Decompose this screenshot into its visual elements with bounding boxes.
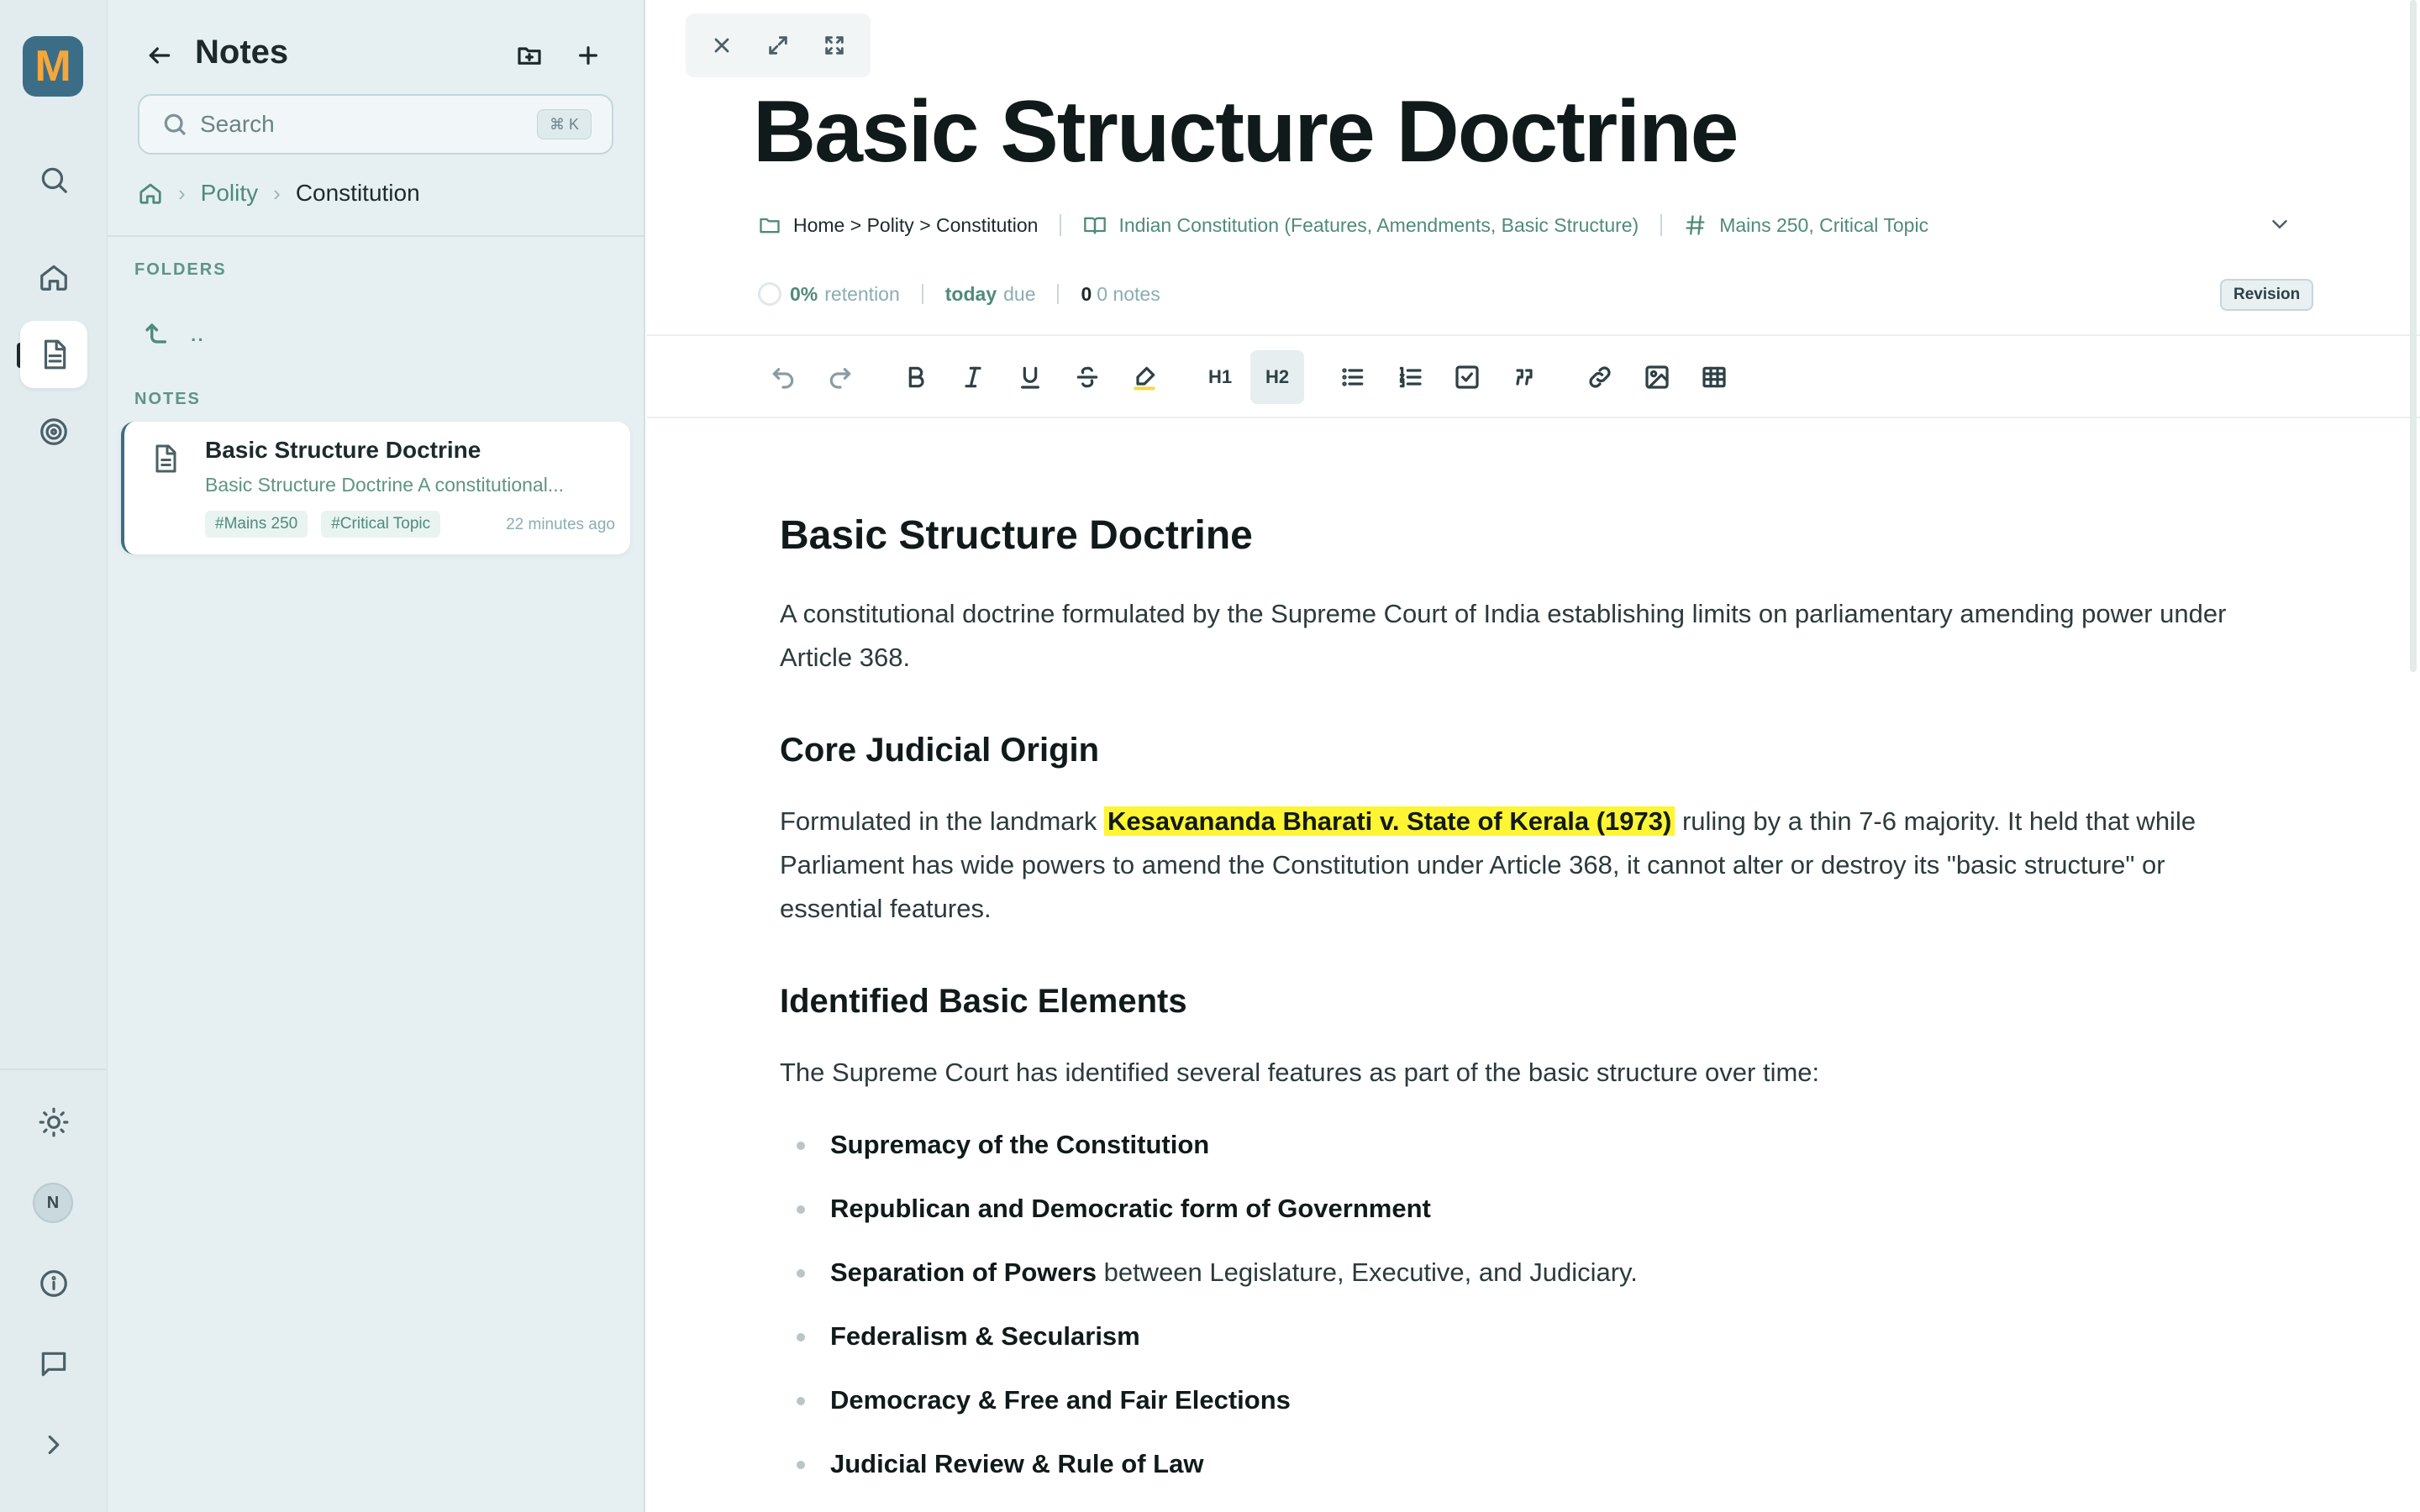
heading-1-button[interactable]: H1 bbox=[1207, 366, 1233, 387]
parent-folder-item[interactable] bbox=[141, 319, 204, 348]
bold-button[interactable] bbox=[889, 350, 943, 404]
new-note-button[interactable] bbox=[570, 37, 607, 74]
undo-icon bbox=[770, 364, 797, 391]
search-icon bbox=[161, 111, 188, 138]
new-folder-button[interactable] bbox=[511, 37, 548, 74]
window-controls bbox=[686, 13, 871, 77]
fullscreen-icon bbox=[823, 34, 846, 57]
chevron-right-icon: › bbox=[273, 180, 281, 206]
divider bbox=[647, 417, 2420, 418]
undo-button[interactable] bbox=[756, 350, 810, 404]
list-item bbox=[780, 1442, 2259, 1486]
divider bbox=[1060, 214, 1061, 236]
rail-notes-button[interactable] bbox=[20, 321, 87, 388]
feedback-button[interactable] bbox=[20, 1331, 87, 1398]
list-item-bold: Republican and Democratic form of Government bbox=[830, 1194, 1431, 1223]
editor-toolbar bbox=[756, 348, 1744, 407]
numbered-list-button[interactable] bbox=[1383, 350, 1437, 404]
note-stats-row bbox=[758, 279, 1160, 309]
book-icon bbox=[1083, 213, 1107, 237]
image-button[interactable] bbox=[1630, 350, 1684, 404]
corner-up-icon bbox=[141, 319, 170, 348]
breadcrumb-item-polity[interactable]: Polity bbox=[200, 180, 259, 206]
note-metadata-row bbox=[758, 208, 2321, 242]
avatar[interactable] bbox=[33, 1183, 73, 1223]
origin-text-pre: Formulated in the landmark bbox=[780, 806, 1104, 836]
editor-pane bbox=[647, 0, 2420, 1512]
sidebar-title: Notes bbox=[195, 34, 289, 71]
table-button[interactable] bbox=[1687, 350, 1741, 404]
list-item-bold: Supremacy of the Constitution bbox=[830, 1130, 1210, 1159]
chevron-down-icon bbox=[2267, 212, 2292, 237]
note-item-snippet: Basic Structure Doctrine A constitutional... bbox=[205, 474, 564, 496]
retention-ring-icon bbox=[758, 282, 781, 306]
origin-text-post: ruling by a thin 7-6 majority. It held that while Parliament has wide powers to amend the Constitution under Article 368, it cannot alter or destroy its "basic structure" or essential features. bbox=[780, 806, 2196, 923]
expand-button[interactable] bbox=[760, 27, 797, 64]
close-icon bbox=[710, 34, 734, 57]
note-book-link[interactable]: Indian Constitution (Features, Amendments, Basic Structure) bbox=[1118, 213, 1639, 236]
highlight-button[interactable] bbox=[1118, 350, 1171, 404]
theme-toggle-button[interactable] bbox=[20, 1089, 87, 1156]
section-heading-elements: Identified Basic Elements bbox=[780, 983, 1187, 1020]
folder-icon bbox=[758, 213, 781, 237]
sun-icon bbox=[38, 1106, 70, 1138]
underline-icon bbox=[1017, 364, 1044, 391]
elements-intro-paragraph: The Supreme Court has identified several features as part of the basic structure over time: bbox=[780, 1058, 1820, 1087]
rail-home-button[interactable] bbox=[20, 244, 87, 311]
note-item-tags bbox=[205, 511, 440, 538]
chat-icon bbox=[38, 1348, 70, 1380]
app-logo[interactable] bbox=[23, 36, 83, 97]
redo-icon bbox=[827, 364, 854, 391]
list-item-text: between Legislature, Executive, and Judiciary. bbox=[1096, 1257, 1638, 1287]
note-tags[interactable]: Mains 250, Critical Topic bbox=[1719, 213, 1929, 236]
info-button[interactable] bbox=[20, 1250, 87, 1317]
numbered-list-icon bbox=[1397, 364, 1423, 391]
note-folder-path[interactable]: Home > Polity > Constitution bbox=[793, 213, 1039, 236]
metadata-expand-button[interactable] bbox=[2267, 212, 2304, 242]
strikethrough-button[interactable] bbox=[1060, 350, 1114, 404]
tag-badge[interactable]: #Mains 250 bbox=[205, 511, 308, 538]
parent-folder-label: .. bbox=[190, 319, 204, 347]
notes-count: 0 bbox=[1081, 282, 1092, 305]
divider bbox=[647, 334, 2420, 336]
revision-button[interactable]: Revision bbox=[2220, 279, 2313, 311]
divider bbox=[1660, 214, 1662, 236]
notes-count-label: 0 notes bbox=[1097, 282, 1160, 305]
search-box[interactable] bbox=[138, 94, 613, 155]
due-label: due bbox=[1003, 282, 1036, 305]
chevron-right-icon bbox=[38, 1429, 70, 1461]
note-item-timestamp: 22 minutes ago bbox=[506, 516, 615, 533]
quote-button[interactable] bbox=[1497, 350, 1551, 404]
document-icon bbox=[38, 339, 70, 370]
rail-search-button[interactable] bbox=[20, 146, 87, 213]
underline-button[interactable] bbox=[1003, 350, 1057, 404]
bold-icon bbox=[902, 364, 929, 391]
intro-paragraph: A constitutional doctrine formulated by the Supreme Court of India establishing limits on parliamentary amending power under Article 368. bbox=[780, 599, 2227, 672]
chevron-right-icon: › bbox=[178, 180, 186, 206]
search-input[interactable] bbox=[200, 108, 502, 141]
checklist-button[interactable] bbox=[1440, 350, 1494, 404]
list-item bbox=[780, 1123, 2259, 1167]
link-button[interactable] bbox=[1573, 350, 1627, 404]
list-item bbox=[780, 1187, 2259, 1231]
list-item-bold: Federalism & Secularism bbox=[830, 1321, 1140, 1351]
rail-target-button[interactable] bbox=[20, 398, 87, 465]
section-heading-origin: Core Judicial Origin bbox=[780, 732, 1100, 769]
page-title[interactable]: Basic Structure Doctrine bbox=[753, 83, 1738, 181]
hash-icon bbox=[1684, 213, 1707, 237]
logo-letter: M bbox=[34, 42, 71, 91]
expand-rail-button[interactable] bbox=[20, 1411, 87, 1478]
list-item bbox=[780, 1251, 2259, 1294]
retention-value: 0% bbox=[790, 282, 818, 305]
target-icon bbox=[38, 416, 70, 448]
highlighted-case-name: Kesavananda Bharati v. State of Kerala (1973) bbox=[1104, 806, 1675, 836]
info-icon bbox=[38, 1268, 70, 1299]
tag-badge[interactable]: #Critical Topic bbox=[321, 511, 440, 538]
avatar-initial: N bbox=[46, 1193, 60, 1212]
list-item-bold: Judicial Review & Rule of Law bbox=[830, 1449, 1204, 1478]
highlighter-icon bbox=[1131, 364, 1158, 391]
plus-icon bbox=[575, 42, 602, 69]
content-heading: Basic Structure Doctrine bbox=[780, 513, 1253, 558]
breadcrumb bbox=[138, 176, 420, 210]
document-icon bbox=[150, 444, 180, 474]
retention-label: retention bbox=[824, 282, 900, 305]
rail-divider bbox=[0, 1068, 108, 1070]
home-icon[interactable] bbox=[138, 181, 163, 206]
note-item-title: Basic Structure Doctrine bbox=[205, 437, 481, 463]
table-icon bbox=[1701, 364, 1728, 391]
quote-icon bbox=[1511, 364, 1538, 391]
notes-sidebar bbox=[108, 0, 645, 1512]
folder-plus-icon bbox=[516, 42, 543, 69]
due-value: today bbox=[944, 282, 997, 305]
back-button[interactable] bbox=[141, 37, 178, 74]
folders-section-label: FOLDERS bbox=[134, 260, 227, 279]
notes-section-label: NOTES bbox=[134, 390, 201, 408]
search-icon bbox=[38, 164, 70, 196]
bullet-list-icon bbox=[1339, 364, 1366, 391]
list-item bbox=[780, 1315, 2259, 1358]
search-shortcut-badge: ⌘ K bbox=[537, 109, 592, 139]
divider bbox=[922, 284, 923, 304]
strikethrough-icon bbox=[1074, 364, 1101, 391]
link-icon bbox=[1586, 364, 1613, 391]
list-item-bold: Democracy & Free and Fair Elections bbox=[830, 1385, 1291, 1415]
italic-icon bbox=[960, 364, 986, 391]
list-item bbox=[780, 1378, 2259, 1422]
arrow-left-icon bbox=[146, 42, 173, 69]
image-icon bbox=[1644, 364, 1670, 391]
divider bbox=[1057, 284, 1059, 304]
expand-diagonal-icon bbox=[766, 34, 790, 57]
note-list-item[interactable] bbox=[121, 422, 630, 554]
origin-paragraph bbox=[780, 800, 2259, 931]
breadcrumb-item-constitution[interactable]: Constitution bbox=[295, 180, 420, 206]
sidebar-divider bbox=[108, 235, 645, 237]
close-note-button[interactable] bbox=[703, 27, 740, 64]
basic-elements-list bbox=[780, 1123, 2259, 1486]
italic-button[interactable] bbox=[946, 350, 1000, 404]
bullet-list-button[interactable] bbox=[1326, 350, 1380, 404]
scrollbar[interactable] bbox=[2410, 0, 2417, 672]
note-body[interactable] bbox=[780, 512, 2259, 1506]
checkbox-icon bbox=[1454, 364, 1481, 391]
heading-2-button[interactable]: H2 bbox=[1250, 350, 1304, 404]
home-icon bbox=[38, 261, 70, 293]
app-rail bbox=[0, 0, 108, 1512]
list-item-bold: Separation of Powers bbox=[830, 1257, 1097, 1287]
redo-button[interactable] bbox=[813, 350, 867, 404]
fullscreen-button[interactable] bbox=[816, 27, 853, 64]
